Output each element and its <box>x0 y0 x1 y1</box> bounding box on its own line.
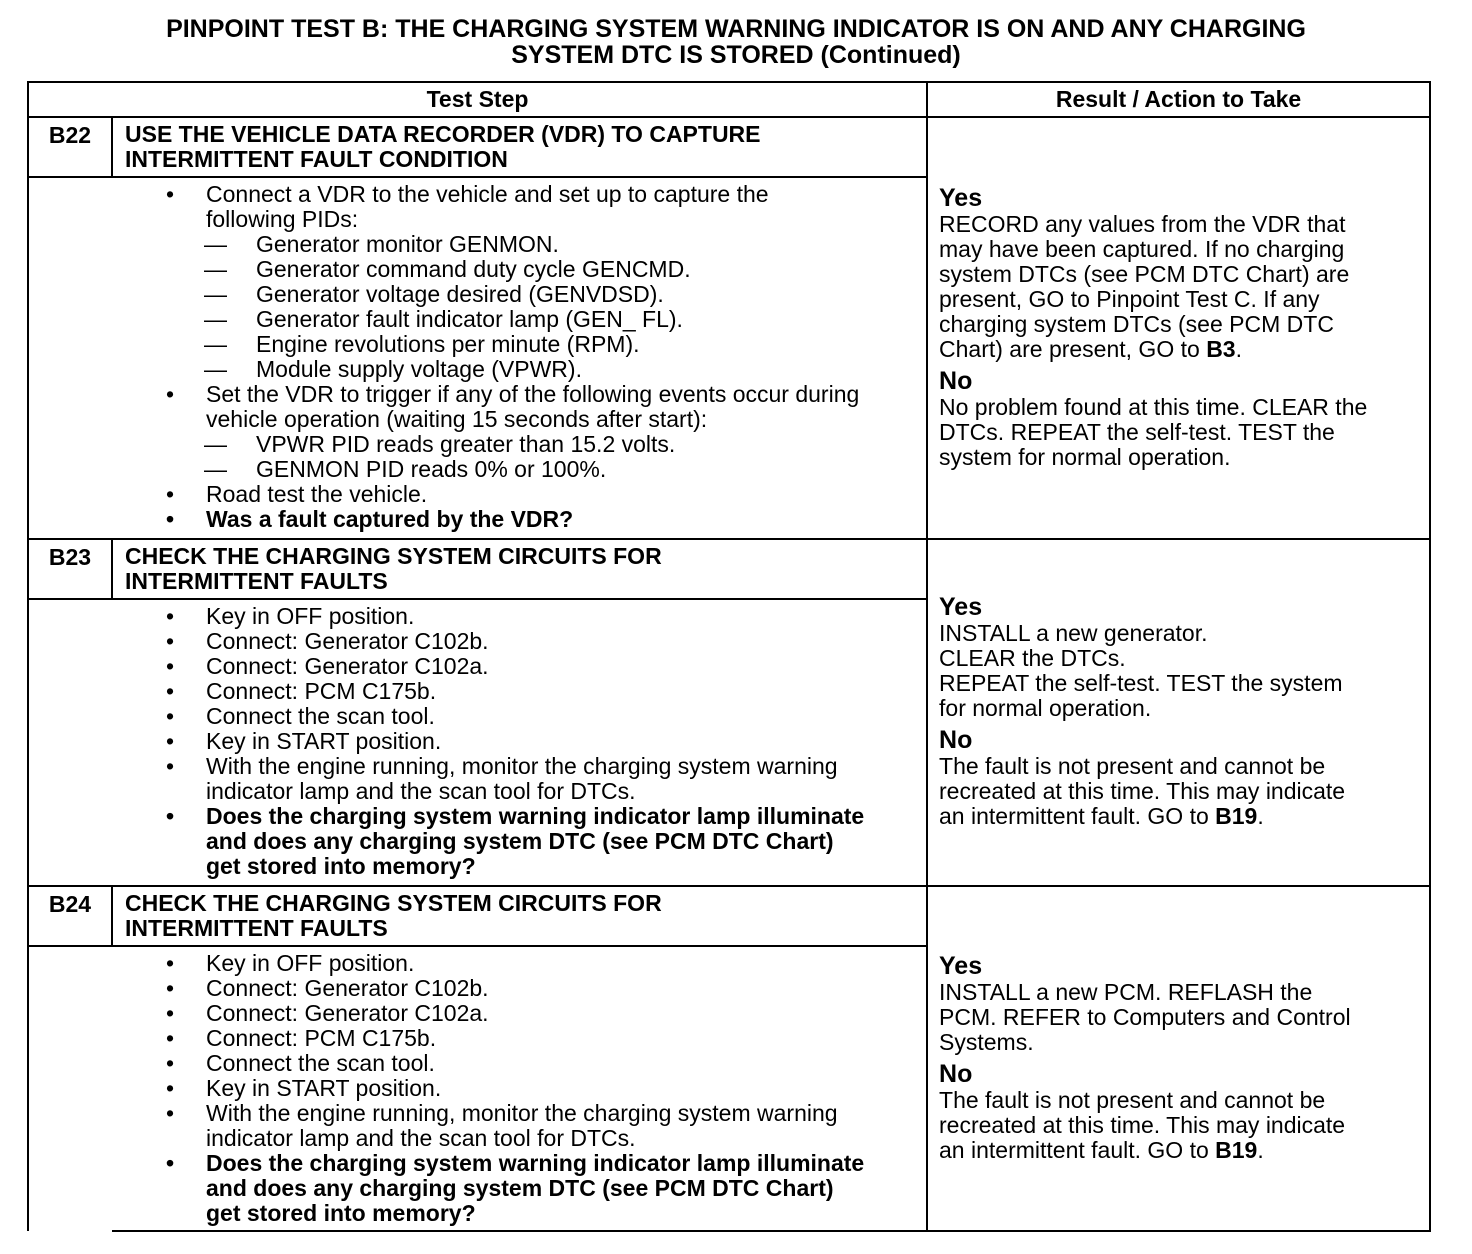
no-label: No <box>939 366 973 395</box>
dash-item: — VPWR PID reads greater than 15.2 volts. <box>152 432 918 457</box>
bullet-item: • Connect a VDR to the vehicle and set up to capture the <box>152 182 918 207</box>
no-text-line: recreated at this time. This may indicate <box>939 1111 1346 1138</box>
bullet-item: • Key in OFF position. <box>152 951 918 976</box>
dash-item: — Module supply voltage (VPWR). <box>152 357 918 382</box>
dash-item: — Generator voltage desired (GENVDSD). <box>152 282 918 307</box>
yes-label: Yes <box>939 593 983 621</box>
yes-text-line: INSTALL a new PCM. REFLASH the <box>939 978 1313 1005</box>
continuation-line: get stored into memory? <box>206 853 476 879</box>
dash-item: — Engine revolutions per minute (RPM). <box>152 332 918 357</box>
bullet-item: • Connect: Generator C102b. <box>152 976 918 1001</box>
step-list <box>152 951 918 1226</box>
no-label: No <box>939 726 973 754</box>
step-body <box>112 599 927 886</box>
step-list <box>152 604 918 879</box>
yes-text-line: REPEAT the self-test. TEST the system <box>939 670 1343 696</box>
yes-text-line: charging system DTCs (see PCM DTC <box>939 310 1334 337</box>
dash-item: — Generator fault indicator lamp (GEN_ FL). <box>152 307 918 332</box>
yes-text-line: Chart) are present, GO to B3. <box>939 335 1242 362</box>
title-line-2: SYSTEM DTC IS STORED (Continued) <box>511 41 961 69</box>
bullet-item: • Road test the vehicle. <box>152 482 918 507</box>
yes-ref: B3 <box>1206 335 1236 362</box>
table-header-row <box>28 82 1430 117</box>
bullet-item: • Does the charging system warning indicator lamp illuminate <box>152 804 918 829</box>
step-list <box>152 182 918 532</box>
yes-text-line: CLEAR the DTCs. <box>939 645 1126 671</box>
step-heading <box>112 886 927 946</box>
step-id: B23 <box>28 539 112 599</box>
no-text-line: system for normal operation. <box>939 443 1231 470</box>
step-body <box>112 946 927 1231</box>
step-body <box>112 177 927 539</box>
no-text-line: an intermittent fault. GO to B19. <box>939 1136 1264 1163</box>
title-line-1: PINPOINT TEST B: THE CHARGING SYSTEM WARNING INDICATOR IS ON AND ANY CHARGING <box>166 15 1306 43</box>
yes-text-line: Systems. <box>939 1028 1034 1055</box>
yes-label: Yes <box>939 951 983 980</box>
dash-item: — GENMON PID reads 0% or 100%. <box>152 457 918 482</box>
continuation-line: indicator lamp and the scan tool for DTCs. <box>206 1125 636 1151</box>
no-text-line: No problem found at this time. CLEAR the <box>939 393 1368 420</box>
step-heading <box>112 117 927 177</box>
continuation-line: and does any charging system DTC (see PCM DTC Chart) <box>206 1175 834 1201</box>
step-heading-line: CHECK THE CHARGING SYSTEM CIRCUITS FOR <box>125 543 662 569</box>
continuation-line: indicator lamp and the scan tool for DTCs. <box>206 778 636 804</box>
bullet-item: • Was a fault captured by the VDR? <box>152 507 918 532</box>
step-heading-line: CHECK THE CHARGING SYSTEM CIRCUITS FOR <box>125 890 662 916</box>
yes-text-line: RECORD any values from the VDR that <box>939 210 1346 237</box>
step-id: B22 <box>28 117 112 177</box>
no-text-line: an intermittent fault. GO to B19. <box>939 803 1264 829</box>
yes-text-line: for normal operation. <box>939 695 1152 721</box>
bullet-item: • Connect the scan tool. <box>152 1051 918 1076</box>
bullet-item: • With the engine running, monitor the charging system warning <box>152 754 918 779</box>
step-heading-row <box>28 886 1430 946</box>
header-test-step: Test Step <box>28 82 927 117</box>
no-text-line: recreated at this time. This may indicate <box>939 778 1346 804</box>
no-text-line: DTCs. REPEAT the self-test. TEST the <box>939 418 1335 445</box>
bullet-item: • Key in START position. <box>152 729 918 754</box>
step-id-spacer <box>28 177 112 539</box>
continuation-line: get stored into memory? <box>206 1200 476 1226</box>
bullet-item: • Key in OFF position. <box>152 604 918 629</box>
dash-item: — Generator monitor GENMON. <box>152 232 918 257</box>
step-heading-row <box>28 539 1430 599</box>
no-text-line: The fault is not present and cannot be <box>939 753 1326 779</box>
bullet-item: • Connect: PCM C175b. <box>152 1026 918 1051</box>
bullet-item: • Connect: Generator C102a. <box>152 654 918 679</box>
table-body <box>28 117 1430 1231</box>
step-heading-row <box>28 117 1430 177</box>
continuation-line: following PIDs: <box>206 206 359 232</box>
no-text-line: The fault is not present and cannot be <box>939 1086 1326 1113</box>
yes-text-line: present, GO to Pinpoint Test C. If any <box>939 285 1320 312</box>
bullet-item: • With the engine running, monitor the charging system warning <box>152 1101 918 1126</box>
step-result <box>927 539 1430 886</box>
bullet-item: • Key in START position. <box>152 1076 918 1101</box>
no-ref: B19 <box>1215 803 1258 829</box>
continuation-line: vehicle operation (waiting 15 seconds after start): <box>206 406 708 432</box>
step-id: B24 <box>28 886 112 946</box>
bullet-item: • Connect: Generator C102a. <box>152 1001 918 1026</box>
header-result: Result / Action to Take <box>927 82 1430 117</box>
page-title <box>0 16 1472 68</box>
bullet-item: • Set the VDR to trigger if any of the following events occur during <box>152 382 918 407</box>
bullet-item: • Connect the scan tool. <box>152 704 918 729</box>
bullet-item: • Does the charging system warning indicator lamp illuminate <box>152 1151 918 1176</box>
yes-label: Yes <box>939 183 983 212</box>
bullet-item: • Connect: PCM C175b. <box>152 679 918 704</box>
yes-text-line: INSTALL a new generator. <box>939 620 1208 646</box>
step-heading-line: INTERMITTENT FAULT CONDITION <box>125 146 508 172</box>
no-ref: B19 <box>1215 1136 1258 1163</box>
bullet-item: • Connect: Generator C102b. <box>152 629 918 654</box>
yes-text-line: system DTCs (see PCM DTC Chart) are <box>939 260 1350 287</box>
yes-text-line: PCM. REFER to Computers and Control <box>939 1003 1351 1030</box>
pinpoint-test-table <box>27 81 1431 1232</box>
step-result <box>927 886 1430 1231</box>
step-id-spacer <box>28 946 112 1231</box>
step-id-spacer <box>28 599 112 886</box>
no-label: No <box>939 1059 973 1088</box>
step-heading-line: INTERMITTENT FAULTS <box>125 915 388 941</box>
continuation-line: and does any charging system DTC (see PCM DTC Chart) <box>206 828 834 854</box>
step-heading <box>112 539 927 599</box>
yes-text-line: may have been captured. If no charging <box>939 235 1345 262</box>
dash-item: — Generator command duty cycle GENCMD. <box>152 257 918 282</box>
step-heading-line: USE THE VEHICLE DATA RECORDER (VDR) TO CAPTURE <box>125 121 761 147</box>
step-heading-line: INTERMITTENT FAULTS <box>125 568 388 594</box>
step-result <box>927 117 1430 539</box>
